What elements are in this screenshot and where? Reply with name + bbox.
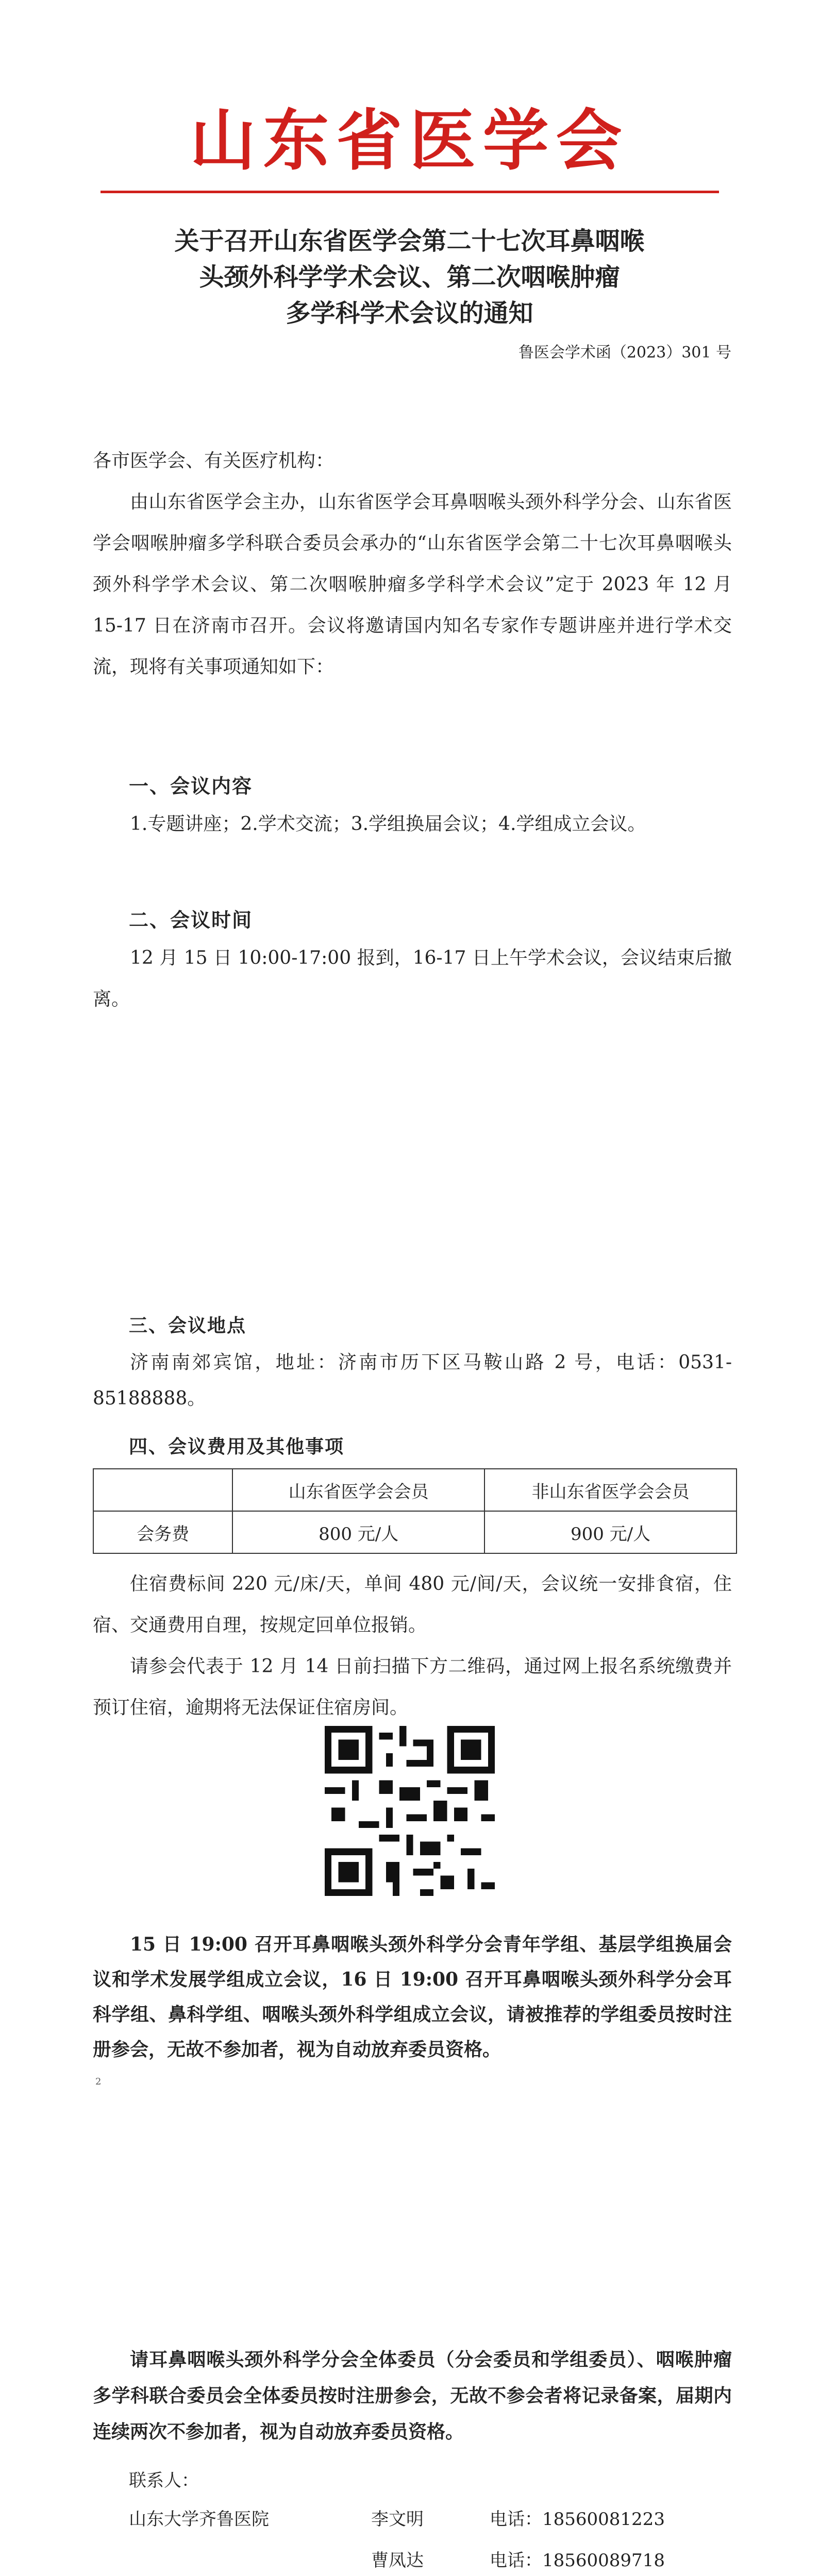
document-page-2	[0, 2251, 819, 2576]
notice-title-line-2: 头颈外科学学术会议、第二次咽喉肿瘤	[199, 263, 620, 292]
fee-table	[93, 1468, 737, 1554]
contact-row	[129, 2504, 747, 2535]
contact-phone[interactable]: 电话：18560089718	[490, 2550, 665, 2571]
section-2-text: 12 月 15 日 10:00-17:00 报到，16-17 日上午学术会议，会议结束后撤离。	[93, 947, 732, 1010]
section-2-heading: 二、会议时间	[129, 908, 253, 931]
fee-table-member-fee: 800 元/人	[232, 1511, 484, 1553]
letterhead-red-line	[101, 191, 719, 193]
committee-attendance-notice: 请耳鼻咽喉头颈外科学分会全体委员（分会委员和学组委员）、咽喉肿瘤多学科联合委员会全体委员按时注册参会，无故不参会者将记录备案，届期内连续两次不参加者，视为自动放弃委员资格。	[93, 2349, 732, 2443]
fee-table-row	[93, 1511, 737, 1553]
fee-table-header-nonmember: 非山东省医学会会员	[484, 1469, 737, 1511]
registration-paragraph: 请参会代表于 12 月 14 日前扫描下方二维码，通过网上报名系统缴费并预订住宿，逾期将无法保证住宿房间。	[93, 1656, 732, 1718]
contact-org: 山东大学齐鲁医院	[129, 2509, 269, 2530]
fee-table-header-member: 山东省医学会会员	[232, 1469, 484, 1511]
section-1-heading: 一、会议内容	[129, 774, 253, 798]
section-1-text: 1.专题讲座；2.学术交流；3.学组换届会议；4.学组成立会议。	[130, 814, 646, 835]
letterhead-title: 山东省医学会	[190, 102, 629, 179]
notice-title-line-3: 多学科学术会议的通知	[286, 299, 533, 328]
page-1-number: 2	[95, 2076, 102, 2087]
intro-paragraph: 由山东省医学会主办，山东省医学会耳鼻咽喉头颈外科学分会、山东省医学会咽喉肿瘤多学科联合委员会承办的“山东省医学会第二十七次耳鼻咽喉头颈外科学学术会议、第二次咽喉肿瘤多学科学术会议”定于 2023 年 12 月 15-17 日在济南市召开。会议将邀请国内知名专家作专题讲座并进行学术交流，现将有关事项通知如下：	[93, 492, 732, 677]
contact-name: 曹凤达	[371, 2550, 424, 2571]
section-4-heading: 四、会议费用及其他事项	[129, 1436, 345, 1458]
fee-table-header-row	[93, 1469, 737, 1511]
lodging-paragraph: 住宿费标间 220 元/床/天，单间 480 元/间/天，会议统一安排食宿，住宿、交通费用自理，按规定回单位报销。	[93, 1573, 732, 1636]
contact-row	[129, 2545, 747, 2576]
fee-table-row-label: 会务费	[93, 1511, 232, 1553]
contacts-label: 联系人：	[129, 2470, 199, 2491]
notice-title-line-1: 关于召开山东省医学会第二十七次耳鼻咽喉	[174, 227, 645, 256]
fee-table-corner-cell	[93, 1469, 232, 1511]
fee-table-nonmember-fee: 900 元/人	[484, 1511, 737, 1553]
salutation: 各市医学会、有关医疗机构：	[93, 450, 335, 471]
contact-name: 李文明	[371, 2509, 424, 2530]
section-3-text: 济南南郊宾馆，地址：济南市历下区马鞍山路 2 号，电话：0531-85188888。	[93, 1352, 732, 1409]
registration-qr-code[interactable]	[325, 1726, 495, 1896]
contact-phone[interactable]: 电话：18560081223	[490, 2509, 665, 2530]
document-number: 鲁医会学术函（2023）301 号	[518, 344, 731, 362]
group-meetings-paragraph: 15 日 19:00 召开耳鼻咽喉头颈外科学分会青年学组、基层学组换届会议和学术发展学组成立会议，16 日 19:00 召开耳鼻咽喉头颈外科学分会耳科学组、鼻科学组、咽喉头颈外科学组成立会议，请被推荐的学组委员按时注册参会，无故不参加者，视为自动放弃委员资格。	[93, 1934, 732, 2060]
section-3-heading: 三、会议地点	[129, 1315, 247, 1336]
qr-code-icon	[325, 1726, 495, 1896]
